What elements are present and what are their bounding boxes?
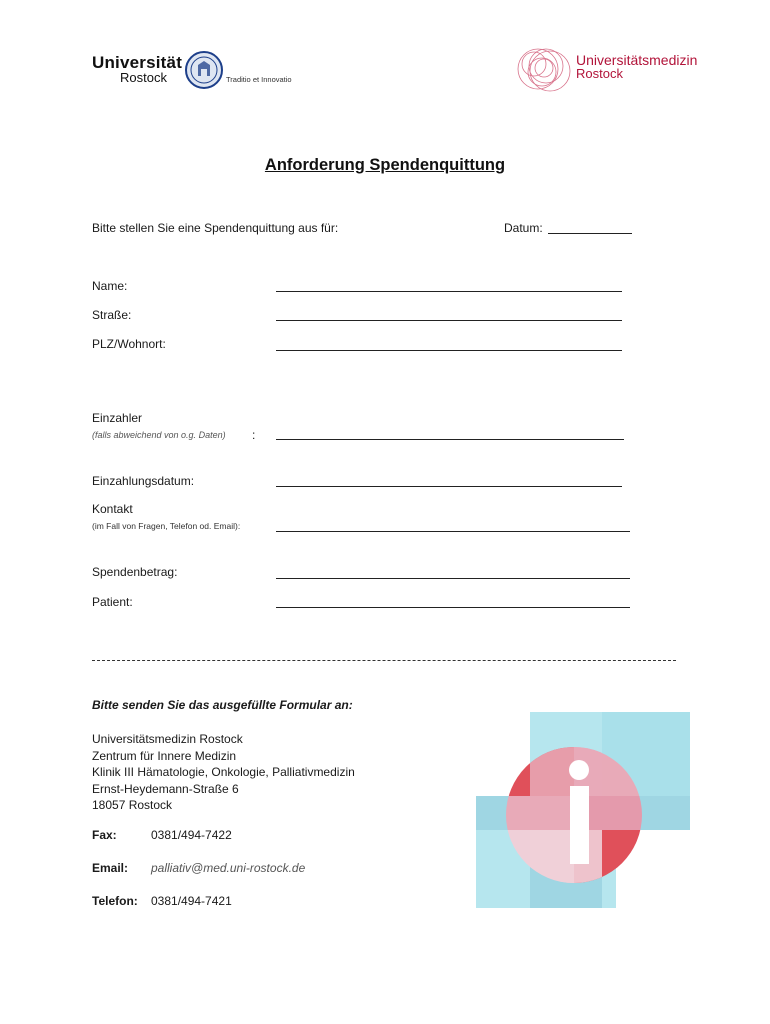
- umr-logo-city: Rostock: [576, 66, 623, 81]
- phone-label: Telefon:: [92, 894, 138, 908]
- address-line: 18057 Rostock: [92, 798, 173, 812]
- einzahler-field[interactable]: [276, 439, 624, 440]
- address-line: Zentrum für Innere Medizin: [92, 748, 237, 763]
- plz-label: PLZ/Wohnort:: [92, 337, 166, 351]
- datum-field[interactable]: [548, 233, 632, 234]
- einzahler-note: (falls abweichend von o.g. Daten): [92, 430, 226, 440]
- umr-logo-name: Universitätsmedizin: [576, 52, 698, 68]
- patient-field[interactable]: [276, 607, 630, 608]
- phone-value: 0381/494-7421: [151, 894, 232, 908]
- email-link[interactable]: palliativ@med.uni-rostock.de: [151, 861, 306, 875]
- fax-label: Fax:: [92, 828, 117, 842]
- strasse-label: Straße:: [92, 308, 132, 322]
- uni-rostock-logo: [92, 54, 292, 94]
- einzahlungsdatum-label: Einzahlungsdatum:: [92, 474, 195, 488]
- address-line: Ernst-Heydemann-Straße 6: [92, 781, 239, 796]
- uni-logo-motto: Traditio et Innovatio: [226, 75, 292, 84]
- datum-label: Datum:: [504, 221, 543, 235]
- kontakt-label: Kontakt: [92, 502, 133, 516]
- name-label: Name:: [92, 279, 128, 293]
- separator-line: [92, 660, 676, 661]
- uni-logo-city: Rostock: [120, 70, 167, 85]
- email-label: Email:: [92, 861, 129, 875]
- name-field[interactable]: [276, 291, 622, 292]
- spendenbetrag-field[interactable]: [276, 578, 630, 579]
- umr-logo: [516, 44, 716, 94]
- page-title: Anforderung Spendenquittung: [264, 156, 506, 174]
- patient-label: Patient:: [92, 595, 133, 609]
- send-heading: Bitte senden Sie das ausgefüllte Formular an:: [92, 698, 353, 712]
- kontakt-note: (im Fall von Fragen, Telefon od. Email):: [92, 521, 241, 531]
- spendenbetrag-label: Spendenbetrag:: [92, 565, 178, 579]
- kontakt-field[interactable]: [276, 531, 630, 532]
- address-line: Universitätsmedizin Rostock: [92, 732, 243, 746]
- plz-field[interactable]: [276, 350, 622, 351]
- einzahler-colon: :: [252, 428, 256, 442]
- einzahler-label: Einzahler: [92, 411, 143, 425]
- uni-seal-icon: [184, 50, 224, 90]
- address-block: [92, 731, 355, 814]
- strasse-field[interactable]: [276, 320, 622, 321]
- fax-value: 0381/494-7422: [151, 828, 232, 842]
- intro-text: Bitte stellen Sie eine Spendenquittung aus für:: [92, 221, 339, 235]
- palliative-cross-icon: [476, 712, 690, 908]
- uni-logo-name: Universität: [92, 53, 183, 72]
- address-line: Klinik III Hämatologie, Onkologie, Palliativmedizin: [92, 765, 355, 779]
- umr-circles-icon: [516, 44, 574, 94]
- einzahlungsdatum-field[interactable]: [276, 486, 622, 487]
